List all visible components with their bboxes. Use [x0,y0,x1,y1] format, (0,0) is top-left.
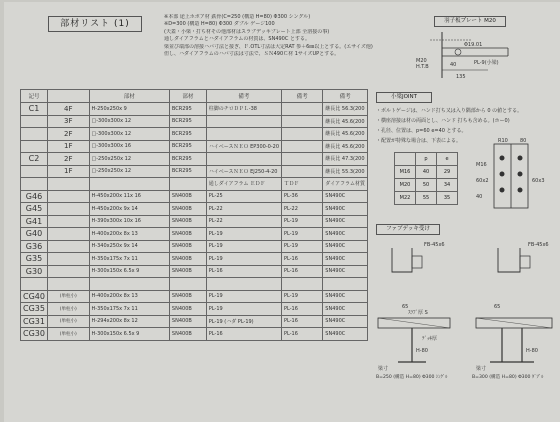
table-cell-member: H-250x250x 9 [89,103,169,116]
plate-title: 羽子板プレート M20 [434,16,506,27]
bolt-table [394,152,458,205]
table-cell-material: BCR295 [169,140,206,153]
table-cell-note3: SN490C [323,203,368,216]
header-cell: 部材 [89,90,169,103]
table-cell-group: CG30 [21,328,48,341]
bolt-cell: M22 [395,192,416,205]
table-cell-note3: ダイアフラム材質 [323,178,368,191]
general-notes [164,14,404,58]
table-row [21,153,368,166]
bolt-row [395,153,458,166]
bolt-row [395,179,458,192]
bolt-row [395,166,458,179]
table-cell-floor [47,215,89,228]
drawing-sheet [4,2,560,422]
table-cell-member: H-340x250x 9x 14 [89,240,169,253]
fab-caption: B=250 (構造 H=80) Φ300 ｼﾝｸﾞﾙ [376,375,448,380]
table-cell-material: BCR295 [169,128,206,141]
bolt-dim: 60x2 [476,178,489,184]
table-cell-note3: 継長比 55.3(200 [323,165,368,178]
joint-note: ・横座溶接は材の両面とし、ハンド 打ちも含める。(ホー0) [376,118,510,124]
note-line: 梁並び端部の溶接ハバ寸法と接ぎ、Ｆ.OTL寸法は大定RAT 参＋6㎜以上とする。(エサイズ他) [164,43,373,50]
table-cell-note1: ハイベースＮＥＯ EJ250-4-20 [206,165,281,178]
table-cell-floor: 4F [47,103,89,116]
table-cell-group: CG35 [21,303,48,316]
table-cell-note2 [282,165,323,178]
plate-dim: 135 [456,74,466,80]
table-cell-group: C1 [21,103,48,116]
table-cell-group [21,165,48,178]
table-cell-note1 [206,115,281,128]
table-cell-note2: PL-16 [282,303,323,316]
table-cell-floor [47,265,89,278]
fab-caption: B=300 (構造 H=80) Φ300 ﾀﾞﾌﾞﾙ [472,375,544,380]
table-cell-floor: 1F [47,140,89,153]
table-cell-note1: PL-25 [206,190,281,203]
fab-label: 梁寸 [378,366,389,372]
table-cell-note2: PL-16 [282,253,323,266]
note-line: 通しダイアフラムとハダイアフラムの材質は、SN490C とする。 [164,36,310,43]
fab-label: FB-45x6 [424,242,445,248]
table-cell-note1: 通しダイアフラム ＥＤＦ [206,178,281,191]
joint-note: ・ボルトゲージは、ハンド打ち又は入り隅部から 0 の値とする。 [376,108,523,114]
table-row [21,278,368,291]
table-cell-note2: ＴＤＦ [282,178,323,191]
table-cell-note2: PL-16 [282,265,323,278]
table-cell-group: G46 [21,190,48,203]
header-cell: 備考 [206,90,281,103]
bolt-cell: 55 [416,192,437,205]
table-cell-note2: PL-19 [282,240,323,253]
table-cell-note3: SN490C [323,290,368,303]
table-cell-group: G30 [21,265,48,278]
header-cell: 備考 [323,90,368,103]
bolt-cell: 40 [416,166,437,179]
table-cell-note3: SN490C [323,240,368,253]
table-cell-floor [47,228,89,241]
header-cell: 備考 [282,90,323,103]
plate-dim: 40 [450,62,457,68]
table-row [21,178,368,191]
table-cell-material: SN400B [169,203,206,216]
table-cell-group: CG40 [21,290,48,303]
table-cell-floor [47,190,89,203]
table-cell-member: □-250x250x 12 [89,165,169,178]
bolt-cell: p [416,153,437,166]
fab-label: 梁寸 [476,366,487,372]
fab-label: 65 [494,304,501,310]
table-cell-floor [47,240,89,253]
table-cell-note1: PL-22 [206,215,281,228]
table-cell-floor [47,178,89,191]
bolt-dim: M16 [476,162,487,168]
table-cell-note1: PL-19 [206,290,281,303]
table-row [21,265,368,278]
deck-support-drawing [372,236,558,418]
table-cell-note3: SN490C [323,265,368,278]
bolt-cell: M16 [395,166,416,179]
table-cell-note3: SN490C [323,303,368,316]
table-cell-note1: PL-19 [206,253,281,266]
table-cell-member: H-400x200x 8x 13 [89,290,169,303]
table-cell-member [89,178,169,191]
table-cell-member: H-400x200x 8x 13 [89,228,169,241]
table-cell-floor [47,253,89,266]
table-cell-note1: PL-19 [206,240,281,253]
table-cell-group: G35 [21,253,48,266]
table-cell-material: SN400B [169,253,206,266]
header-cell [47,90,89,103]
table-cell-group: CG31 [21,315,48,328]
table-cell-note2: PL-19 [282,228,323,241]
table-cell-material: SN400B [169,190,206,203]
table-row [21,128,368,141]
table-cell-note1 [206,153,281,166]
note-line: 但し、ハダイアフラムのハバ寸法は寸法で、ＳＮ490Ｃ材 1サイズUPとする。 [164,51,340,58]
table-cell-material: BCR295 [169,153,206,166]
table-cell-note3: SN490C [323,328,368,341]
bolt-cell: 34 [437,179,458,192]
page-title: 部材リスト (1) [48,16,142,32]
table-cell-note1: PL-22 [206,203,281,216]
bolt-cell: 29 [437,166,458,179]
table-cell-floor: (単柱小) [47,290,89,303]
table-cell-floor: (単柱小) [47,328,89,341]
fab-label: 65 [402,304,409,310]
table-cell-note1: ハイベースＮＥＯ EP300-0-20 [206,140,281,153]
table-cell-note3: 継長比 45.6(200 [323,140,368,153]
table-cell-note1: PL-19 [206,228,281,241]
table-cell-member: H-300x150x 6.5x 9 [89,265,169,278]
table-cell-material: BCR295 [169,115,206,128]
bolt-cell: e [437,153,458,166]
table-row [21,203,368,216]
table-cell-member: □-250x250x 12 [89,153,169,166]
plate-dim: Φ19.01 [464,42,483,48]
table-cell-note1: 柱脚のチロＤＰＬ-38 [206,103,281,116]
table-row [21,328,368,341]
table-cell-note3: 継長比 56.3(200 [323,103,368,116]
table-cell-note1: PL-19 (ハダ PL-19) [206,315,281,328]
table-row [21,290,368,303]
table-cell-note2: PL-19 [282,290,323,303]
table-row [21,190,368,203]
table-row [21,115,368,128]
table-row [21,303,368,316]
fab-label: ﾃﾞｯｷ厚 [422,336,438,342]
note-line: (天蓋・小梁・打ち材その他部材はスラブデッキプレート上部 全溶接の事) [164,28,330,35]
table-cell-note2: PL-16 [282,315,323,328]
fab-title: ファブデッキ受け [376,224,440,235]
table-cell-note3: SN490C [323,190,368,203]
table-cell-note2 [282,128,323,141]
table-cell-note3: SN490C [323,315,368,328]
table-cell-member: □-300x300x 12 [89,115,169,128]
table-cell-member: H-450x200x 11x 16 [89,190,169,203]
table-cell-member: H-390x300x 10x 16 [89,215,169,228]
table-cell-group [21,140,48,153]
table-cell-floor [47,278,89,291]
table-cell-floor: 1F [47,165,89,178]
table-cell-material: SN400B [169,240,206,253]
table-cell-member: H-350x175x 7x 11 [89,253,169,266]
table-cell-member: □-300x300x 12 [89,128,169,141]
joint-note: ・孔径、位置は、p=60 e=40 とする。 [376,128,467,134]
bolt-dim: 80 [520,138,527,144]
table-cell-note1 [206,278,281,291]
bolt-cell: M20 [395,179,416,192]
table-cell-floor: 3F [47,115,89,128]
table-cell-material: SN400B [169,303,206,316]
table-cell-material [169,278,206,291]
bolt-cell [395,153,416,166]
header-cell: 部材 [169,90,206,103]
table-cell-note2: PL-22 [282,203,323,216]
table-cell-group [21,178,48,191]
table-cell-floor [47,203,89,216]
table-cell-note3: 継長比 45.6(200 [323,128,368,141]
joint-title: 小梁JOINT [376,92,432,103]
plate-dim: PL-9(小梁) [474,60,499,66]
table-cell-group [21,278,48,291]
table-cell-group [21,128,48,141]
table-row [21,253,368,266]
member-table [20,89,368,341]
table-cell-member: H-294x200x 8x 12 [89,315,169,328]
table-row [21,228,368,241]
fab-label: H-80 [526,348,538,354]
table-cell-material: BCR295 [169,103,206,116]
bolt-cell: 35 [437,192,458,205]
joint-detail-drawing [474,136,556,216]
plate-dim: H.T.B [416,64,429,70]
note-line: ※本部 途上ホボア材 鉄骨(C=250 (構造 H=80) Φ300 シングル) [164,14,311,20]
table-cell-member [89,278,169,291]
table-cell-material: BCR295 [169,165,206,178]
table-cell-member: □-300x300x 16 [89,140,169,153]
table-cell-note1 [206,128,281,141]
table-cell-floor: (単柱小) [47,303,89,316]
table-cell-floor: 2F [47,128,89,141]
table-cell-note1: PL-19 [206,303,281,316]
table-cell-note2: PL-36 [282,190,323,203]
table-cell-floor: 2F [47,153,89,166]
table-cell-member: H-350x175x 7x 11 [89,303,169,316]
table-cell-material: SN400B [169,290,206,303]
table-cell-note2 [282,140,323,153]
bolt-row [395,192,458,205]
table-cell-note3: SN490C [323,253,368,266]
table-cell-material: SN400B [169,228,206,241]
table-cell-floor: (単柱小) [47,315,89,328]
table-cell-note2 [282,278,323,291]
table-row [21,315,368,328]
table-cell-member: H-300x150x 6.5x 9 [89,328,169,341]
table-cell-note3: 継長比 45.6(200 [323,115,368,128]
table-cell-note3: SN490C [323,215,368,228]
header-cell: 記号 [21,90,48,103]
table-cell-note3: SN490C [323,228,368,241]
table-row [21,215,368,228]
table-cell-group: C2 [21,153,48,166]
table-cell-group: G41 [21,215,48,228]
table-cell-material: SN400B [169,215,206,228]
table-cell-note2 [282,115,323,128]
plate-dim: M20 [416,58,427,64]
fab-label: ｽﾗﾌﾞ厚 S [408,310,428,316]
fab-label: FB-45x6 [528,242,549,248]
table-row [21,140,368,153]
table-cell-note2 [282,153,323,166]
table-row [21,165,368,178]
splice-plate-drawing [412,26,516,84]
bolt-dim: 60x3 [532,178,545,184]
table-cell-material [169,178,206,191]
table-cell-group: G40 [21,228,48,241]
table-cell-material: SN400B [169,315,206,328]
table-row [21,240,368,253]
table-cell-group: G45 [21,203,48,216]
table-cell-member: H-450x200x 9x 14 [89,203,169,216]
table-cell-note2 [282,103,323,116]
table-cell-note3: 継長比 47.3(200 [323,153,368,166]
table-cell-group: G36 [21,240,48,253]
table-header-row [21,90,368,103]
fab-label: H-80 [416,348,428,354]
table-cell-note2: PL-19 [282,215,323,228]
bolt-cell: 50 [416,179,437,192]
bolt-dim: R10 [498,138,508,144]
table-cell-note2: PL-16 [282,328,323,341]
joint-note: ・配置が特殊な場合は、下表による。 [376,138,462,144]
table-cell-material: SN400B [169,328,206,341]
bolt-dim: 40 [476,194,483,200]
table-cell-material: SN400B [169,265,206,278]
table-cell-note3 [323,278,368,291]
table-cell-group [21,115,48,128]
table-row [21,103,368,116]
note-line: ※D=300 (構造 H=80) Φ300 ダブル ゲージ100 [164,21,275,28]
table-cell-note1: PL-16 [206,265,281,278]
table-cell-note1: PL-16 [206,328,281,341]
